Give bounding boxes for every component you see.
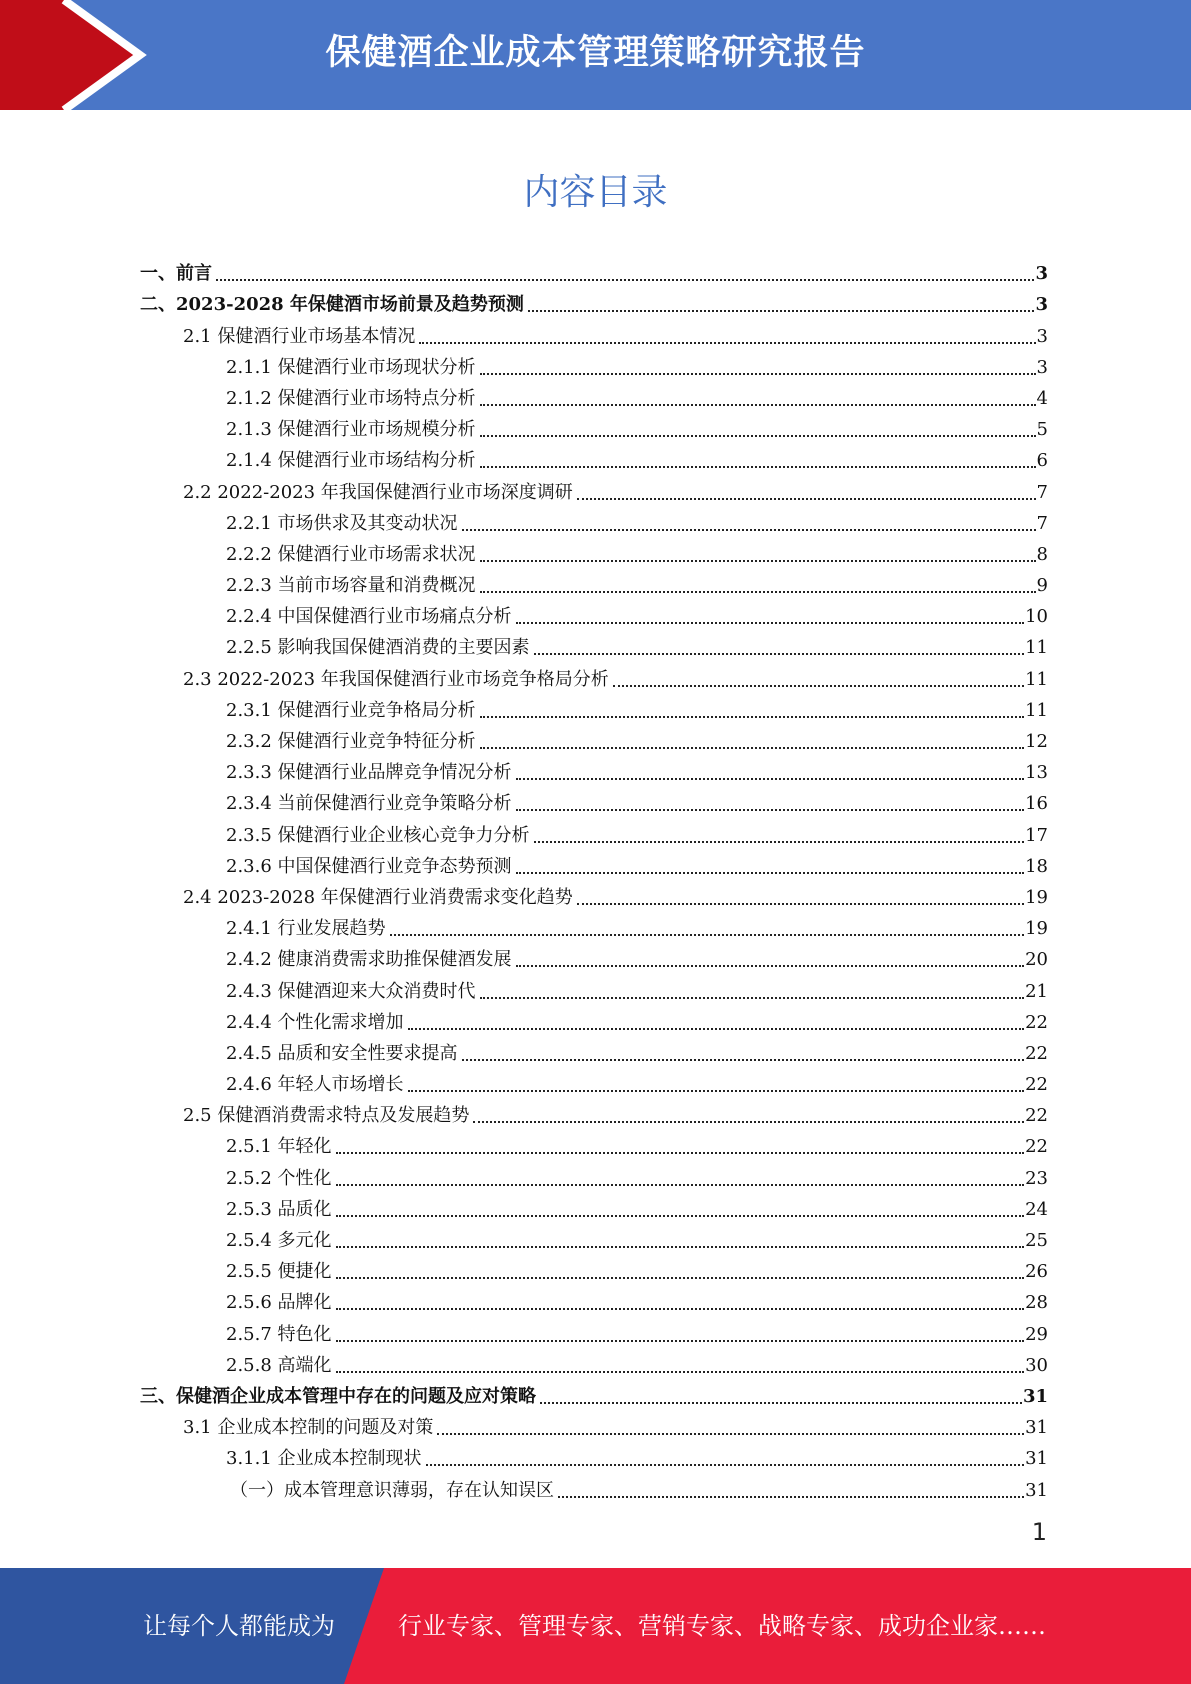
toc-entry-title: 2.1.1 保健酒行业市场现状分析: [226, 356, 476, 378]
toc-entry-title: 2.1.2 保健酒行业市场特点分析: [226, 387, 476, 409]
toc-entry-page: 7: [1036, 512, 1048, 534]
toc-entry-title: 2.2.1 市场供求及其变动状况: [226, 512, 458, 534]
toc-entry-title: 2.4.3 保健酒迎来大众消费时代: [226, 980, 476, 1002]
toc-dot-leader: [390, 934, 1025, 936]
toc-entry[interactable]: [140, 566, 1048, 597]
footer-slogan-left: 让每个人都能成为: [143, 1612, 335, 1640]
toc-entry-page: 29: [1025, 1323, 1048, 1345]
toc-entry[interactable]: [140, 1408, 1048, 1439]
toc-entry[interactable]: [140, 254, 1048, 285]
toc-entry-page: 16: [1025, 793, 1048, 815]
toc-entry-title: 2.4.1 行业发展趋势: [226, 918, 386, 940]
toc-entry-page: 18: [1025, 855, 1048, 877]
toc-entry-title: 2.2.3 当前市场容量和消费概况: [226, 575, 476, 597]
toc-dot-leader: [336, 1277, 1025, 1279]
toc-entry-page: 3: [1036, 325, 1048, 347]
toc-dot-leader: [480, 404, 1036, 406]
toc-dot-leader: [426, 1464, 1025, 1466]
toc-entry[interactable]: [140, 1283, 1048, 1314]
toc-entry[interactable]: [140, 597, 1048, 628]
toc-entry[interactable]: [140, 847, 1048, 878]
toc-entry[interactable]: [140, 909, 1048, 940]
toc-dot-leader: [437, 1433, 1024, 1435]
toc-entry[interactable]: [140, 1470, 1048, 1501]
toc-entry-title: 2.1.4 保健酒行业市场结构分析: [226, 450, 476, 472]
toc-entry[interactable]: [140, 1034, 1048, 1065]
toc-entry[interactable]: [140, 1190, 1048, 1221]
toc-entry[interactable]: [140, 1252, 1048, 1283]
toc-dot-leader: [336, 1152, 1025, 1154]
toc-entry[interactable]: [140, 722, 1048, 753]
toc-dot-leader: [408, 1090, 1025, 1092]
toc-entry-title: 2.4.6 年轻人市场增长: [226, 1074, 404, 1096]
toc-entry[interactable]: [140, 971, 1048, 1002]
toc-entry[interactable]: [140, 504, 1048, 535]
toc-entry-page: 31: [1025, 1417, 1048, 1439]
toc-entry-title: 2.3.1 保健酒行业竞争格局分析: [226, 699, 476, 721]
toc-entry-page: 30: [1025, 1354, 1048, 1376]
toc-entry-page: 11: [1025, 699, 1048, 721]
toc-dot-leader: [613, 685, 1024, 687]
toc-dot-leader: [480, 591, 1036, 593]
toc-entry-title: 2.3.4 当前保健酒行业竞争策略分析: [226, 793, 512, 815]
table-of-contents: [140, 254, 1048, 1502]
toc-dot-leader: [516, 778, 1025, 780]
toc-entry-page: 28: [1025, 1292, 1048, 1314]
toc-entry-page: 31: [1022, 1385, 1048, 1407]
toc-entry-title: 二、2023-2028 年保健酒市场前景及趋势预测: [140, 294, 524, 316]
toc-entry-title: 2.5.5 便捷化: [226, 1261, 332, 1283]
toc-entry-title: 3.1 企业成本控制的问题及对策: [183, 1417, 434, 1439]
footer-slogan-right: 行业专家、管理专家、营销专家、战略专家、成功企业家……: [398, 1612, 1046, 1640]
toc-dot-leader: [516, 872, 1025, 874]
toc-entry-page: 22: [1025, 1042, 1048, 1064]
toc-entry[interactable]: [140, 940, 1048, 971]
toc-entry[interactable]: [140, 535, 1048, 566]
toc-entry[interactable]: [140, 1377, 1048, 1408]
toc-entry-page: 3: [1035, 263, 1048, 285]
toc-entry-page: 22: [1025, 1136, 1048, 1158]
footer-band: [0, 1568, 1191, 1684]
toc-entry[interactable]: [140, 472, 1048, 503]
toc-entry-page: 31: [1025, 1448, 1048, 1470]
toc-dot-leader: [336, 1371, 1025, 1373]
toc-entry-title: 2.5.1 年轻化: [226, 1136, 332, 1158]
toc-entry[interactable]: [140, 348, 1048, 379]
toc-entry[interactable]: [140, 1127, 1048, 1158]
toc-entry[interactable]: [140, 1439, 1048, 1470]
toc-dot-leader: [480, 373, 1036, 375]
toc-entry[interactable]: [140, 659, 1048, 690]
toc-dot-leader: [216, 279, 1034, 281]
toc-dot-leader: [516, 965, 1025, 967]
toc-entry-title: 2.5.3 品质化: [226, 1198, 332, 1220]
toc-dot-leader: [462, 1059, 1025, 1061]
toc-entry-title: （一）成本管理意识薄弱，存在认知误区: [230, 1479, 554, 1501]
toc-entry-page: 10: [1025, 606, 1048, 628]
toc-entry[interactable]: [140, 1065, 1048, 1096]
toc-dot-leader: [577, 498, 1036, 500]
toc-entry-page: 9: [1036, 575, 1048, 597]
toc-entry-title: 2.3.5 保健酒行业企业核心竞争力分析: [226, 824, 530, 846]
toc-entry[interactable]: [140, 1221, 1048, 1252]
toc-dot-leader: [534, 653, 1025, 655]
toc-entry[interactable]: [140, 410, 1048, 441]
toc-entry-title: 2.2.2 保健酒行业市场需求状况: [226, 543, 476, 565]
toc-entry[interactable]: [140, 753, 1048, 784]
toc-dot-leader: [408, 1028, 1025, 1030]
toc-entry-title: 2.5.7 特色化: [226, 1323, 332, 1345]
toc-entry-title: 2.1 保健酒行业市场基本情况: [183, 325, 416, 347]
toc-dot-leader: [336, 1308, 1025, 1310]
page-number: 1: [1031, 1518, 1047, 1546]
toc-entry-page: 22: [1025, 1011, 1048, 1033]
toc-entry-page: 23: [1025, 1167, 1048, 1189]
toc-entry-page: 22: [1025, 1074, 1048, 1096]
toc-entry-title: 2.4.5 品质和安全性要求提高: [226, 1042, 458, 1064]
toc-entry[interactable]: [140, 285, 1048, 316]
toc-dot-leader: [480, 997, 1025, 999]
toc-entry-page: 5: [1036, 419, 1048, 441]
toc-entry-title: 2.3.3 保健酒行业品牌竞争情况分析: [226, 762, 512, 784]
toc-entry-title: 2.1.3 保健酒行业市场规模分析: [226, 419, 476, 441]
toc-dot-leader: [336, 1184, 1025, 1186]
toc-entry-title: 2.5 保健酒消费需求特点及发展趋势: [183, 1105, 470, 1127]
toc-entry-page: 7: [1036, 481, 1048, 503]
toc-entry-page: 22: [1025, 1105, 1048, 1127]
toc-dot-leader: [577, 903, 1024, 905]
toc-entry-title: 2.5.2 个性化: [226, 1167, 332, 1189]
toc-entry-page: 6: [1036, 450, 1048, 472]
toc-entry-page: 13: [1025, 762, 1048, 784]
toc-entry-page: 12: [1025, 731, 1048, 752]
toc-dot-leader: [480, 466, 1036, 468]
toc-dot-leader: [336, 1215, 1025, 1217]
toc-dot-leader: [336, 1340, 1025, 1342]
toc-entry-title: 2.3 2022-2023 年我国保健酒行业市场竞争格局分析: [183, 668, 609, 690]
toc-entry[interactable]: [140, 878, 1048, 909]
toc-entry-page: 19: [1025, 886, 1048, 908]
toc-entry-title: 2.2 2022-2023 年我国保健酒行业市场深度调研: [183, 481, 573, 503]
toc-entry[interactable]: [140, 628, 1048, 659]
toc-dot-leader: [534, 841, 1025, 843]
toc-dot-leader: [480, 435, 1036, 437]
toc-dot-leader: [480, 560, 1036, 562]
toc-entry-title: 2.5.6 品牌化: [226, 1292, 332, 1314]
toc-entry-title: 2.2.4 中国保健酒行业市场痛点分析: [226, 606, 512, 628]
toc-dot-leader: [516, 622, 1025, 624]
toc-dot-leader: [516, 809, 1025, 811]
toc-entry-page: 26: [1025, 1261, 1048, 1283]
toc-entry-title: 2.3.2 保健酒行业竞争特征分析: [226, 731, 476, 752]
toc-dot-leader: [336, 1246, 1025, 1248]
toc-entry-page: 3: [1036, 356, 1048, 378]
toc-entry-page: 11: [1025, 637, 1048, 659]
toc-entry[interactable]: [140, 815, 1048, 846]
toc-entry[interactable]: [140, 1346, 1048, 1377]
toc-dot-leader: [473, 1121, 1024, 1123]
toc-entry-title: 2.4.2 健康消费需求助推保健酒发展: [226, 949, 512, 971]
toc-entry-page: 25: [1025, 1230, 1048, 1251]
toc-entry[interactable]: [140, 1158, 1048, 1189]
toc-entry-title: 2.5.4 多元化: [226, 1230, 332, 1251]
toc-entry-title: 三、保健酒企业成本管理中存在的问题及应对策略: [140, 1385, 536, 1407]
toc-entry-page: 4: [1036, 387, 1048, 409]
toc-entry-page: 20: [1025, 949, 1048, 971]
toc-entry-page: 21: [1025, 980, 1048, 1002]
toc-dot-leader: [558, 1496, 1024, 1498]
toc-entry[interactable]: [140, 1096, 1048, 1127]
report-title: 保健酒企业成本管理策略研究报告: [325, 33, 866, 73]
header-band: [0, 0, 1191, 110]
toc-dot-leader: [419, 342, 1035, 344]
toc-entry[interactable]: [140, 441, 1048, 472]
toc-entry-page: 19: [1025, 918, 1048, 940]
toc-entry-title: 2.4.4 个性化需求增加: [226, 1011, 404, 1033]
toc-entry-title: 2.2.5 影响我国保健酒消费的主要因素: [226, 637, 530, 659]
toc-entry-title: 2.4 2023-2028 年保健酒行业消费需求变化趋势: [183, 886, 573, 908]
toc-entry[interactable]: [140, 316, 1048, 347]
toc-entry[interactable]: [140, 1314, 1048, 1345]
toc-entry-page: 8: [1036, 543, 1048, 565]
toc-entry[interactable]: [140, 691, 1048, 722]
toc-entry-title: 一、前言: [140, 263, 212, 285]
toc-entry-page: 17: [1025, 824, 1048, 846]
toc-dot-leader: [480, 747, 1025, 749]
toc-dot-leader: [540, 1402, 1022, 1404]
toc-entry-page: 3: [1035, 294, 1048, 316]
toc-entry[interactable]: [140, 1003, 1048, 1034]
toc-entry[interactable]: [140, 784, 1048, 815]
toc-dot-leader: [528, 310, 1035, 312]
toc-entry[interactable]: [140, 379, 1048, 410]
toc-entry-page: 24: [1025, 1198, 1048, 1220]
toc-entry-title: 2.5.8 高端化: [226, 1354, 332, 1376]
toc-entry-page: 11: [1025, 668, 1048, 690]
toc-dot-leader: [462, 529, 1036, 531]
toc-dot-leader: [480, 716, 1025, 718]
toc-entry-page: 31: [1025, 1479, 1048, 1501]
toc-entry-title: 3.1.1 企业成本控制现状: [226, 1448, 422, 1470]
toc-entry-title: 2.3.6 中国保健酒行业竞争态势预测: [226, 855, 512, 877]
toc-heading: 内容目录: [523, 172, 668, 213]
